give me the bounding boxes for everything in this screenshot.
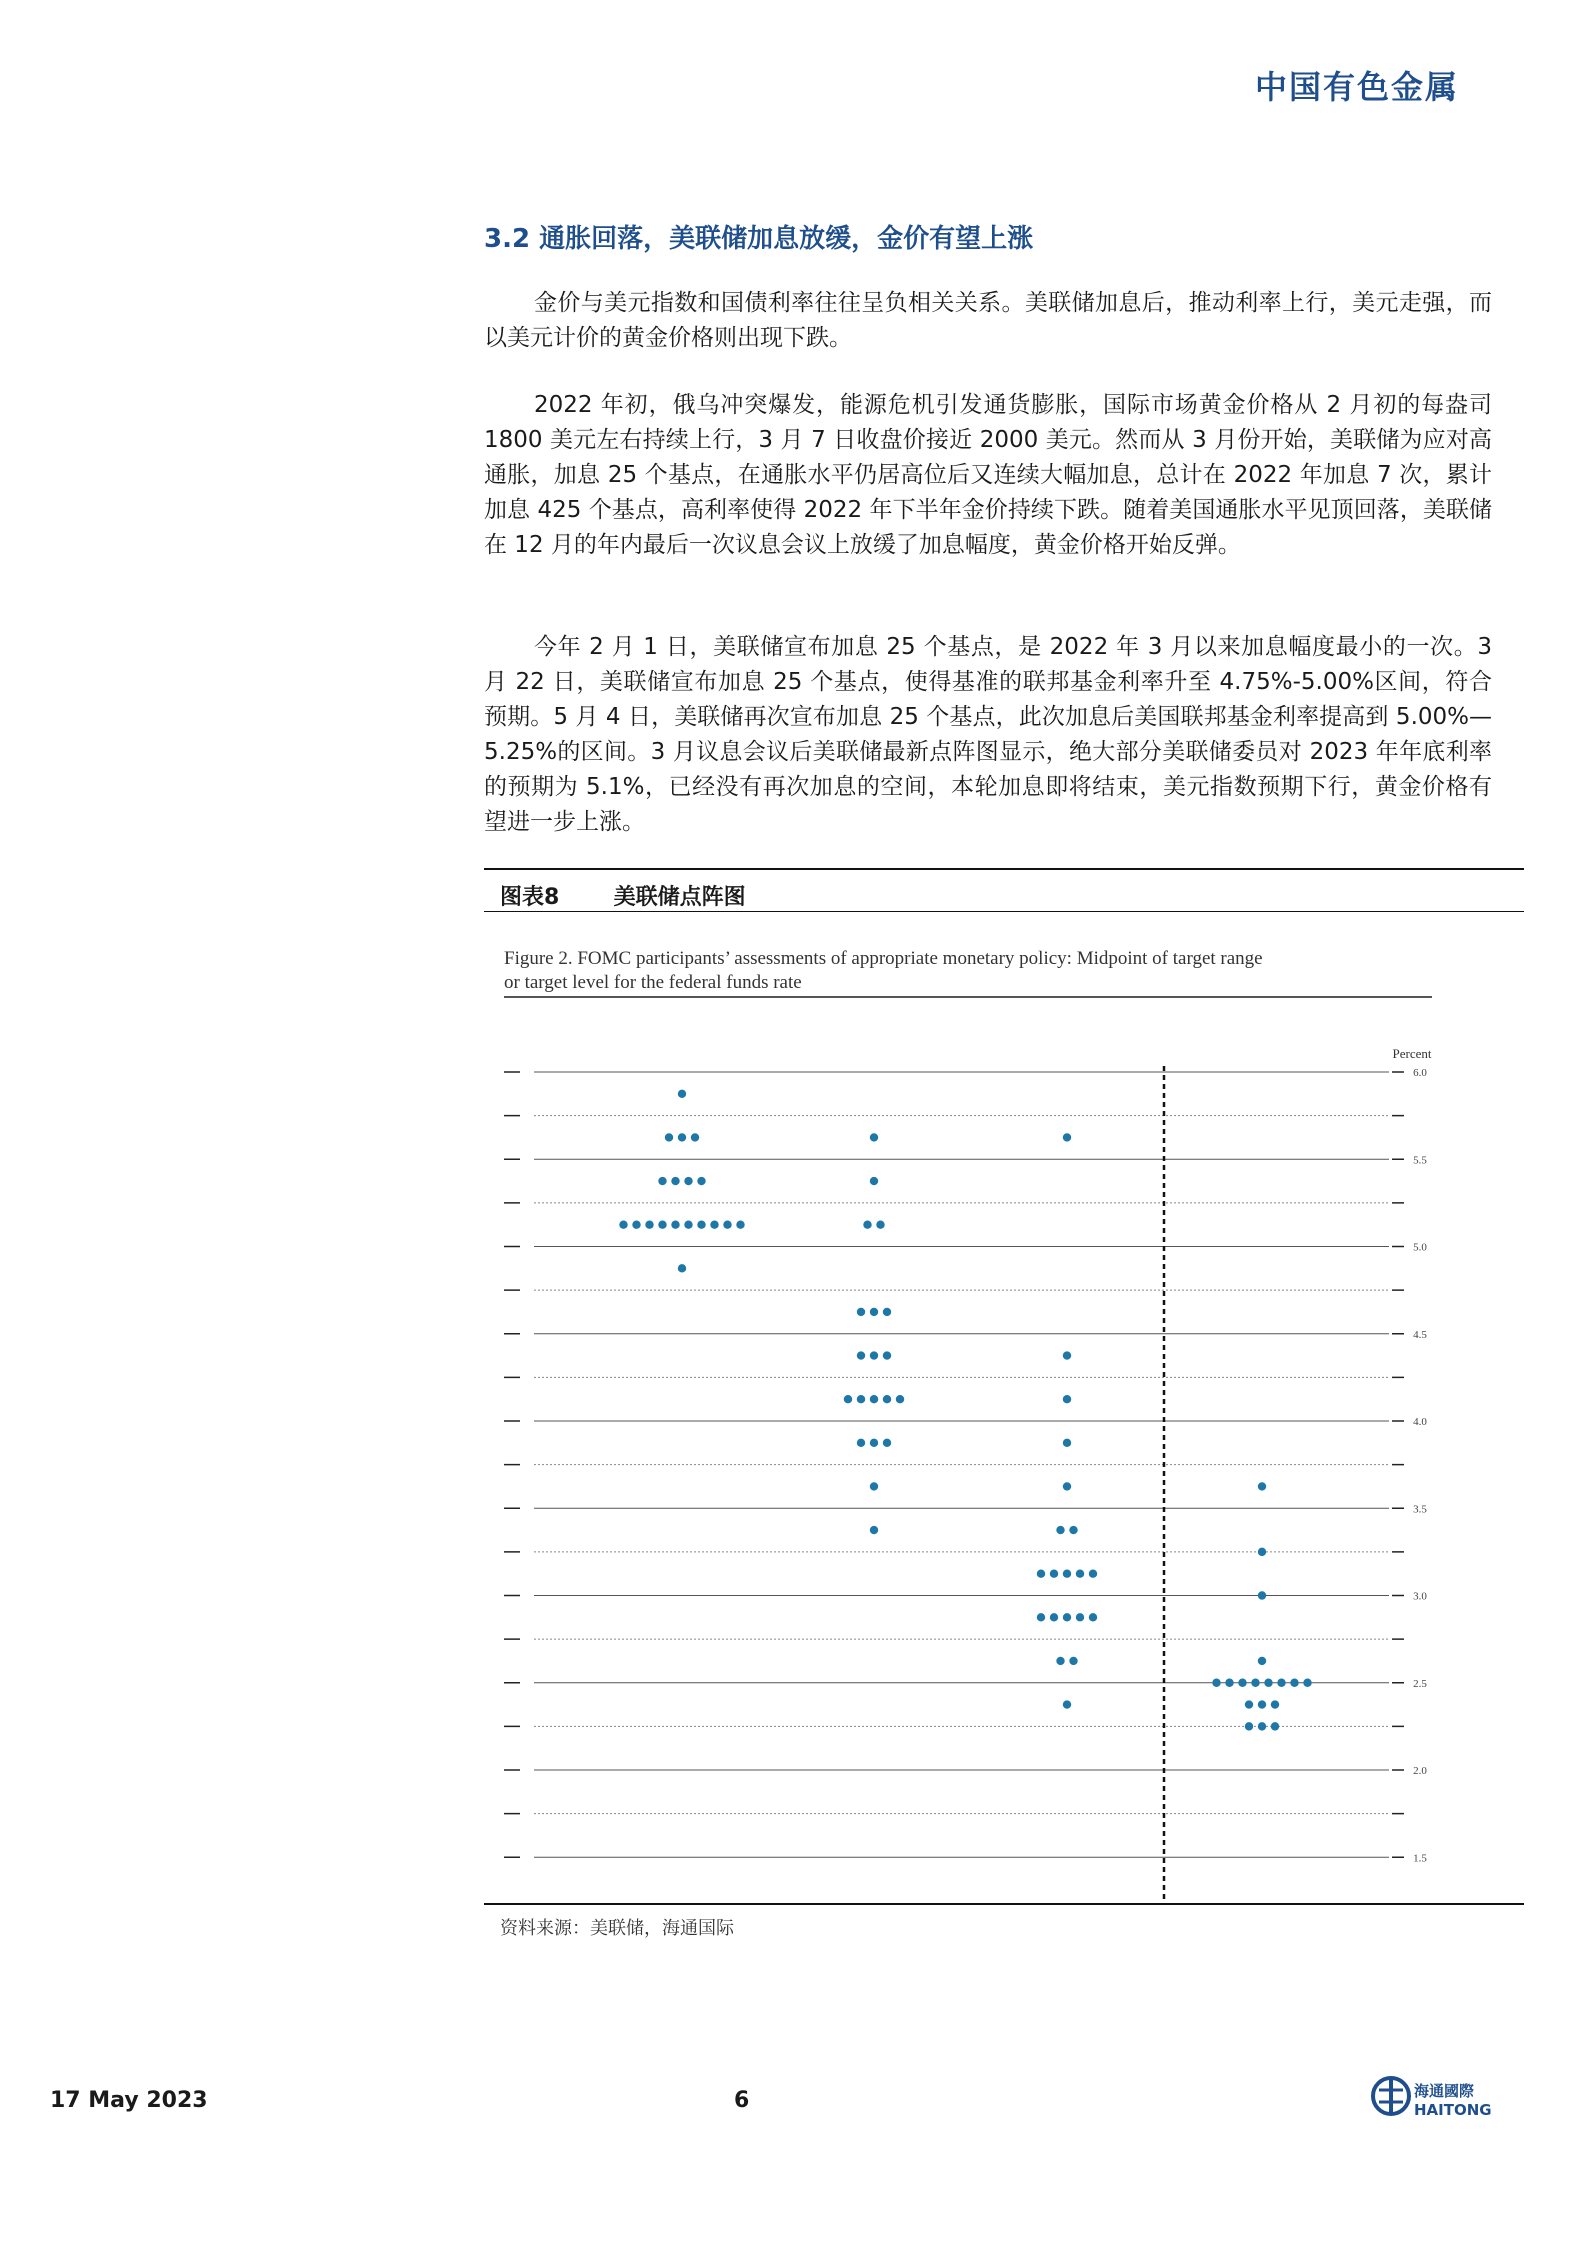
haitong-logo-icon: [1370, 2075, 1412, 2117]
participant-dot: [857, 1395, 865, 1403]
figure-header: [500, 880, 746, 911]
paragraph-2: 2022 年初，俄乌冲突爆发，能源危机引发通货膨胀，国际市场黄金价格从 2 月初的每盎司 1800 美元左右持续上行，3 月 7 日收盘价接近 2000 美元。然而从 3 月份开始，美联储为应对高通胀，加息 25 个基点，在通胀水平仍居高位后又连续大幅加息，总计在 2022 年加息 7 次，累计加息 425 个基点，高利率使得 2022 年下半年金价持续下跌。随着美国通胀水平见顶回落，美联储在 12 月的年内最后一次议息会议上放缓了加息幅度，黄金价格开始反弹。: [484, 392, 1492, 558]
y-tick-label: 2.0: [1413, 1765, 1427, 1777]
y-tick-label: 5.5: [1413, 1154, 1427, 1167]
participant-dot: [678, 1090, 686, 1098]
participant-dot: [1063, 1700, 1071, 1708]
logo-text-cn: 海通國際: [1414, 2082, 1475, 2100]
participant-dot: [723, 1220, 731, 1228]
participant-dot: [870, 1395, 878, 1403]
participant-dot: [1063, 1351, 1071, 1359]
footer-page-number: 6: [734, 2088, 750, 2113]
participant-dot: [1063, 1613, 1071, 1621]
participant-dot: [1258, 1482, 1266, 1490]
participant-dot: [1037, 1569, 1045, 1577]
participant-dot: [1063, 1395, 1071, 1403]
participant-dot: [678, 1264, 686, 1272]
participant-dot: [1063, 1439, 1071, 1447]
participant-dot: [1037, 1613, 1045, 1621]
dot-plot-chart: [484, 930, 1524, 1900]
participant-dot: [870, 1351, 878, 1359]
y-tick-label: 3.0: [1413, 1590, 1427, 1603]
participant-dot: [870, 1177, 878, 1185]
participant-dot: [658, 1220, 666, 1228]
participant-dot: [1076, 1569, 1084, 1577]
participant-dot: [844, 1395, 852, 1403]
participant-dot: [1063, 1482, 1071, 1490]
y-tick-label: 2.5: [1413, 1677, 1427, 1690]
participant-dot: [863, 1220, 871, 1228]
participant-dot: [857, 1439, 865, 1447]
y-axis-unit-label: Percent: [1392, 1046, 1432, 1061]
participant-dot: [1069, 1526, 1077, 1534]
participant-dot: [665, 1133, 673, 1141]
participant-dot: [1271, 1700, 1279, 1708]
figure-number: 图表8: [500, 885, 560, 910]
participant-dot: [1271, 1722, 1279, 1730]
participant-dot: [1245, 1700, 1253, 1708]
participant-dot: [883, 1395, 891, 1403]
chart-title-line2: or target level for the federal funds rate: [504, 972, 802, 993]
participant-dot: [645, 1220, 653, 1228]
participant-dot: [619, 1220, 627, 1228]
participant-dot: [1212, 1679, 1220, 1687]
participant-dot: [697, 1177, 705, 1185]
participant-dot: [857, 1308, 865, 1316]
participant-dot: [658, 1177, 666, 1185]
figure-top-rule: [484, 868, 1524, 870]
chart-axes: [534, 1066, 1427, 1900]
y-tick-label: 1.5: [1413, 1852, 1427, 1865]
participant-dot: [870, 1308, 878, 1316]
participant-dot: [1245, 1722, 1253, 1730]
participant-dot: [1303, 1679, 1311, 1687]
participant-dot: [883, 1308, 891, 1316]
participant-dot: [870, 1526, 878, 1534]
participant-dot: [1056, 1526, 1064, 1534]
paragraph-1: 金价与美元指数和国债利率往往呈负相关关系。美联储加息后，推动利率上行，美元走强，而以美元计价的黄金价格则出现下跌。: [484, 290, 1492, 351]
participant-dot: [1069, 1657, 1077, 1665]
participant-dot: [1290, 1679, 1298, 1687]
participant-dot: [1089, 1613, 1097, 1621]
figure-source: 资料来源：美联储，海通国际: [500, 1918, 734, 1939]
chart-gridlines: [504, 1072, 1404, 1900]
participant-dot: [1050, 1613, 1058, 1621]
participant-dot: [883, 1439, 891, 1447]
participant-dot: [1258, 1548, 1266, 1556]
participant-dot: [1264, 1679, 1272, 1687]
footer-date: 17 May 2023: [50, 2088, 208, 2113]
participant-dot: [710, 1220, 718, 1228]
participant-dot: [1238, 1679, 1246, 1687]
participant-dot: [1251, 1679, 1259, 1687]
participant-dot: [870, 1133, 878, 1141]
participant-dot: [1258, 1657, 1266, 1665]
y-tick-label: 5.0: [1413, 1241, 1427, 1254]
participant-dot: [678, 1133, 686, 1141]
participant-dot: [1063, 1569, 1071, 1577]
participant-dot: [684, 1177, 692, 1185]
participant-dot: [691, 1133, 699, 1141]
participant-dot: [857, 1351, 865, 1359]
participant-dot: [671, 1177, 679, 1185]
participant-dot: [1258, 1700, 1266, 1708]
participant-dot: [1258, 1591, 1266, 1599]
participant-dot: [896, 1395, 904, 1403]
figure-caption: 美联储点阵图: [613, 885, 746, 910]
paragraph-3: 今年 2 月 1 日，美联储宣布加息 25 个基点，是 2022 年 3 月以来加息幅度最小的一次。3 月 22 日，美联储宣布加息 25 个基点，使得基准的联邦基金利率升至 4.75%-5.00%区间，符合预期。5 月 4 日，美联储再次宣布加息 25 个基点，此次加息后美国联邦基金利率提高到 5.00%—5.25%的区间。3 月议息会议后美联储最新点阵图显示，绝大部分美联储委员对 2023 年年底利率的预期为 5.1%，已经没有再次加息的空间，本轮加息即将结束，美元指数预期下行，黄金价格有望进一步上涨。: [484, 634, 1492, 835]
participant-dot: [736, 1220, 744, 1228]
participant-dot: [684, 1220, 692, 1228]
participant-dot: [870, 1439, 878, 1447]
figure-bottom-rule: [484, 1903, 1524, 1905]
y-tick-label: 3.5: [1413, 1503, 1427, 1516]
chart-title-line1: Figure 2. FOMC participants’ assessments of appropriate monetary policy: Midpoint of target range: [504, 948, 1263, 969]
participant-dot: [876, 1220, 884, 1228]
logo-text-en: HAITONG: [1414, 2101, 1492, 2119]
figure-header-rule: [484, 911, 1524, 912]
participant-dot: [1089, 1569, 1097, 1577]
brand-title: 中国有色金属: [1254, 68, 1459, 106]
participant-dot: [1076, 1613, 1084, 1621]
y-tick-label: 4.0: [1413, 1416, 1427, 1428]
participant-dot: [1056, 1657, 1064, 1665]
participant-dot: [870, 1482, 878, 1490]
y-tick-label: 6.0: [1413, 1067, 1427, 1079]
participant-dot: [671, 1220, 679, 1228]
y-tick-label: 4.5: [1413, 1328, 1427, 1341]
section-title: 3.2 通胀回落，美联储加息放缓，金价有望上涨: [484, 224, 1034, 254]
participant-dot: [883, 1351, 891, 1359]
chart-dots: [619, 1090, 1311, 1731]
participant-dot: [697, 1220, 705, 1228]
participant-dot: [1258, 1722, 1266, 1730]
participant-dot: [1277, 1679, 1285, 1687]
participant-dot: [1225, 1679, 1233, 1687]
participant-dot: [1050, 1569, 1058, 1577]
participant-dot: [632, 1220, 640, 1228]
participant-dot: [1063, 1133, 1071, 1141]
